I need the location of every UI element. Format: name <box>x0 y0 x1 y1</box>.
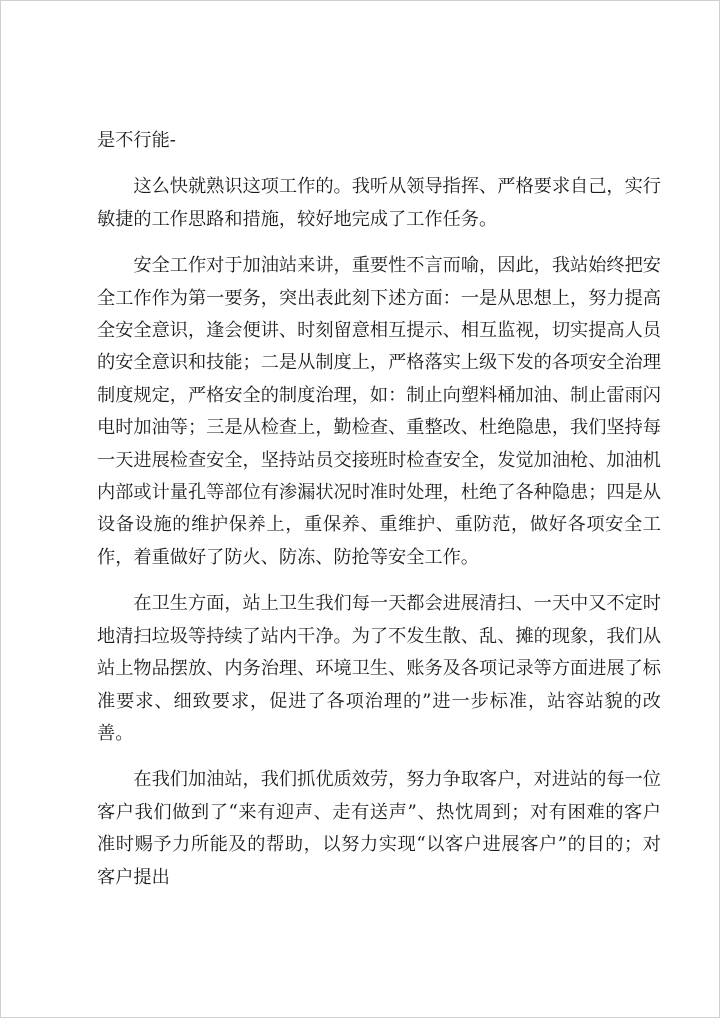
paragraph-continuation: 是不行能- <box>97 130 176 151</box>
paragraph-work-familiarity: 这么快就熟识这项工作的。我听从领导指挥、严格要求自己，实行敏捷的工作思路和措施，较好地完成了工作任务。 <box>97 176 661 230</box>
document-body <box>97 125 661 894</box>
paragraph-customer-service: 在我们加油站，我们抓优质效劳，努力争取客户，对进站的每一位客户我们做到了“来有迎声、走有送声”、热忱周到；对有困难的客户准时赐予力所能及的帮助，以努力实现“以客户进展客户”的目的；对客户提出 <box>97 769 661 888</box>
paragraph-hygiene: 在卫生方面，站上卫生我们每一天都会进展清扫、一天中又不定时地清扫垃圾等持续了站内干净。为了不发生散、乱、摊的现象，我们从站上物品摆放、内务治理、环境卫生、账务及各项记录等方面进展了标准要求、细致要求，促进了各项治理的”进一步标准，站容站貌的改善。 <box>97 593 661 744</box>
paragraph-safety-work: 安全工作对于加油站来讲，重要性不言而喻，因此，我站始终把安全工作作为第一要务，突出表此刻下述方面：一是从思想上，努力提高全安全意识，逢会便讲、时刻留意相互提示、相互监视，切实提高人员的安全意识和技能；二是从制度上，严格落实上级下发的各项安全治理制度规定，严格安全的制度治理，如：制止向塑料桶加油、制止雷雨闪电时加油等；三是从检查上，勤检查、重整改、杜绝隐患，我们坚持每一天进展检查安全，坚持站员交接班时检查安全，发觉加油枪、加油机内部或计量孔等部位有渗漏状况时准时处理，杜绝了各种隐患；四是从设备设施的维护保养上，重保养、重维护、重防范，做好各项安全工作，着重做好了防火、防冻、防抢等安全工作。 <box>97 255 661 568</box>
